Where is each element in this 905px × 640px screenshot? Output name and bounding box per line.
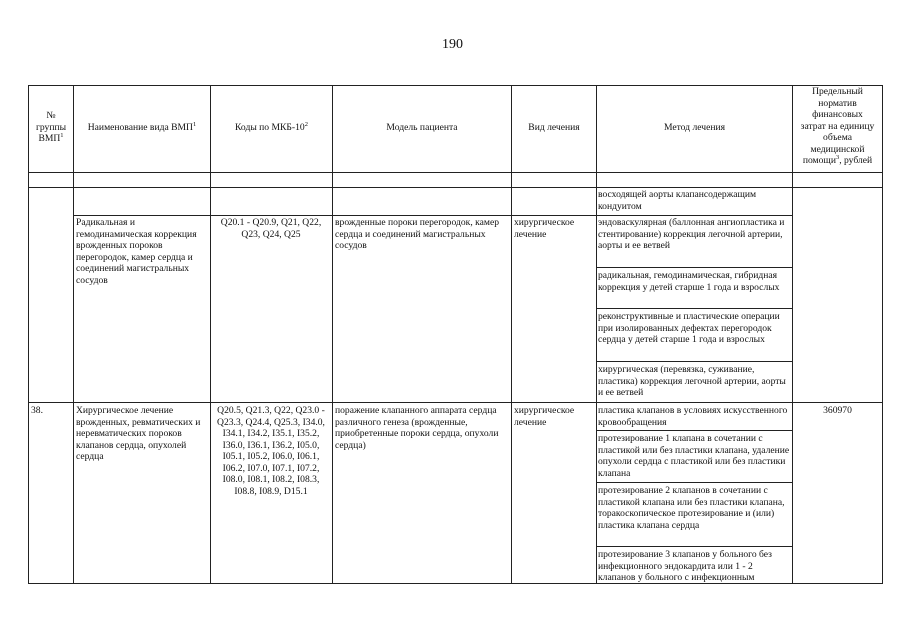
- row-a-model: врожденные пороки перегородок, камер сердца и соединений магистральных сосудов: [335, 217, 500, 251]
- row-a-method-4: хирургическая (перевязка, суживание, пластика) коррекция легочной артерии, аорты и ее ветвей: [598, 364, 786, 398]
- header-name: Наименование вида ВМП$^1$: [87, 120, 197, 133]
- row-a-method-1: эндоваскулярная (баллонная ангиопластика и стентирование) коррекция легочной артерии, аорты и ее ветвей: [598, 217, 785, 251]
- row-a-method-3: реконструктивные и пластические операции при изолированных дефектах перегородок сердца у детей старше 1 года и взрослых: [598, 311, 780, 345]
- header-method: Метод лечения: [663, 122, 726, 133]
- row-b-method-1: пластика клапанов в условиях искусственного кровообращения: [598, 405, 788, 428]
- row-a-method-2: радикальная, гемодинамическая, гибридная коррекция у детей старше 1 года и взрослых: [598, 270, 780, 293]
- row-b-method-4: протезирование 3 клапанов у больного без инфекционного эндокардита или 1 - 2 клапанов у больного с инфекционным: [598, 549, 772, 583]
- header-codes: Коды по МКБ-$10^2$: [235, 120, 308, 133]
- row-b-model: поражение клапанного аппарата сердца различного генеза (врожденные, приобретенные пороки сердца, опухоли сердца): [335, 405, 499, 451]
- header-norm: Предельный норматив финансовых затрат на единицу объема медицинской помощи$^3$, рублей: [800, 86, 875, 166]
- row-b-name: Хирургическое лечение врожденных, ревматических и неревматических пороков клапанов сердца, опухолей сердца: [76, 405, 201, 462]
- row-a-codes: Q20.1 - Q20.9, Q21, Q22, Q23, Q24, Q25: [220, 217, 322, 240]
- continuation-method: восходящей аорты клапансодержащим кондуитом: [598, 189, 757, 212]
- row-a-treatment: хирургическое лечение: [514, 217, 575, 240]
- header-treatment-type: Вид лечения: [528, 122, 580, 133]
- row-b-method-3: протезирование 2 клапанов в сочетании с пластикой клапана или без пластики клапана, торакоскопическое протезирование и (или) пластика клапана сердца: [598, 485, 785, 531]
- header-model: Модель пациента: [386, 122, 458, 133]
- row-a-name: Радикальная и гемодинамическая коррекция врожденных пороков перегородок, камер сердца и соединений магистральных сосудов: [76, 217, 197, 286]
- row-b-treatment: хирургическое лечение: [514, 405, 575, 428]
- row-b-method-2: протезирование 1 клапана в сочетании с пластикой или без пластики клапана, удаление опухоли сердца с пластикой или без пластики клапана: [598, 433, 790, 479]
- row-b-group: 38.: [31, 405, 43, 416]
- row-b-norm: 360970: [823, 405, 852, 416]
- row-b-codes: Q20.5, Q21.3, Q22, Q23.0 - Q23.3, Q24.4, Q25.3, I34.0, I34.1, I34.2, I35.1, I35.2, I36.0, I36.1, I36.2, I05.0, I05.1, I05.2, I06.0, I06.1, I06.2, I07.0, I07.1, I07.2, I08.0, I08.1, I08.2, I08.3, I08.8, I08.9, D15.1: [217, 405, 325, 497]
- page-number: 190: [442, 37, 463, 52]
- header-group-no: № группы ВМП$^1$: [35, 110, 67, 144]
